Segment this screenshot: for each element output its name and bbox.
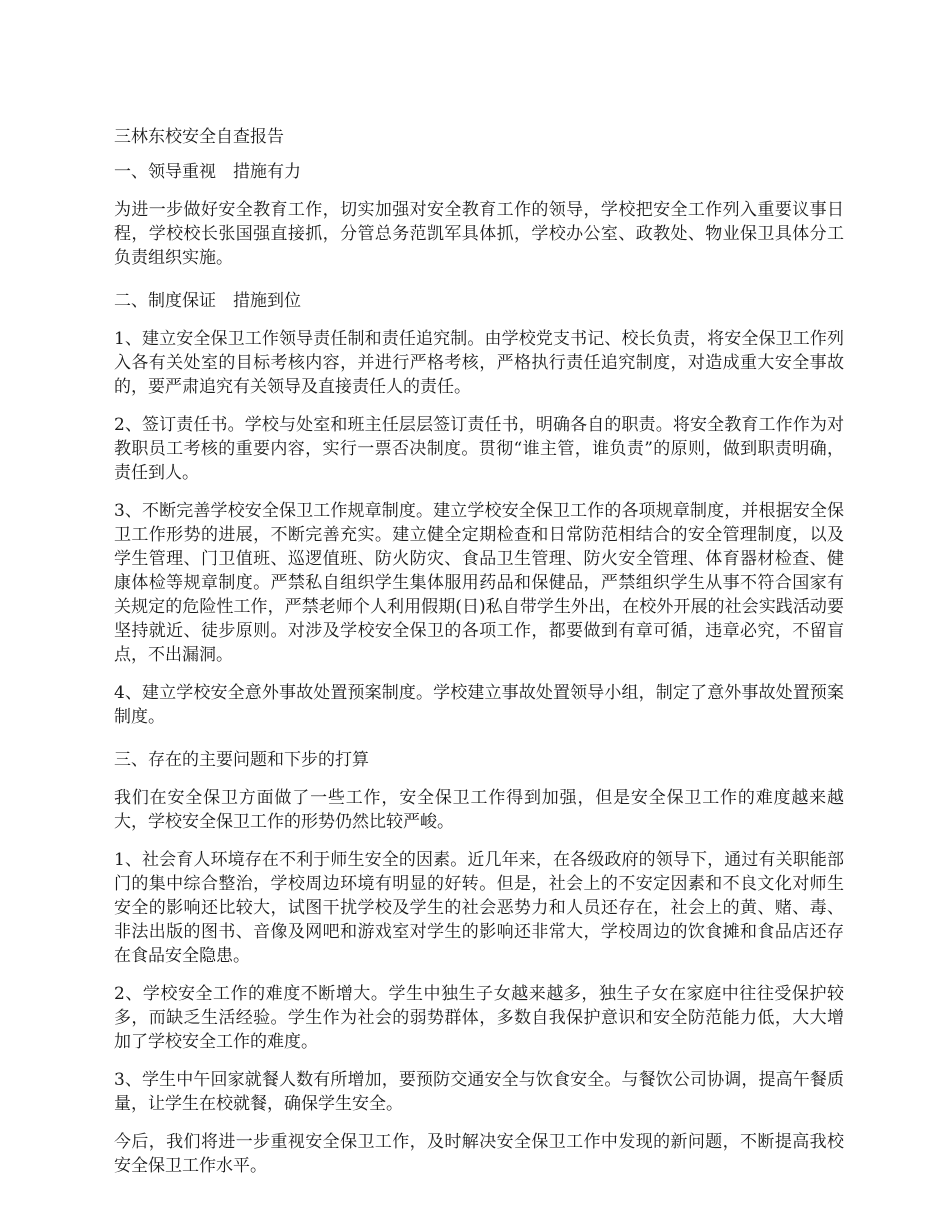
list-item: 3、不断完善学校安全保卫工作规章制度。建立学校安全保卫工作的各项规章制度，并根据安全保卫工作形势的进展，不断完善充实。建立健全定期检查和日常防范相结合的安全管理制度，以及学生管理、门卫值班、巡逻值班、防火防灾、食品卫生管理、防火安全管理、体育器材检查、健康体检等规章制度。严禁私自组织学生集体服用药品和保健品，严禁组织学生从事不符合国家有关规定的危险性工作，严禁老师个人利用假期(日)私自带学生外出，在校外开展的社会实践活动要坚持就近、徒步原则。对涉及学校安全保卫的各项工作，都要做到有章可循，违章必究，不留盲点，不出漏洞。 <box>114 501 844 665</box>
list-item: 4、建立学校安全意外事故处置预案制度。学校建立事故处置领导小组，制定了意外事故处置预案制度。 <box>114 683 844 727</box>
closing-paragraph: 今后，我们将进一步重视安全保卫工作，及时解决安全保卫工作中发现的新问题，不断提高我校安全保卫工作水平。 <box>114 1132 844 1176</box>
section-heading-2: 二、制度保证 措施到位 <box>114 291 301 311</box>
section-heading-3: 三、存在的主要问题和下步的打算 <box>114 750 369 770</box>
paragraph: 为进一步做好安全教育工作，切实加强对安全教育工作的领导，学校把安全工作列入重要议事日程，学校校长张国强直接抓，分管总务范凯军具体抓，学校办公室、政教处、物业保卫具体分工负责组织实施。 <box>114 200 844 268</box>
list-item: 3、学生中午回家就餐人数有所增加，要预防交通安全与饮食安全。与餐饮公司协调，提高午餐质量，让学生在校就餐，确保学生安全。 <box>114 1070 844 1114</box>
list-item: 1、建立安全保卫工作领导责任制和责任追究制。由学校党支书记、校长负责，将安全保卫工作列入各有关处室的目标考核内容，并进行严格考核，严格执行责任追究制度，对造成重大安全事故的，要严肃追究有关领导及直接责任人的责任。 <box>114 329 844 397</box>
list-item: 2、学校安全工作的难度不断增大。学生中独生子女越来越多，独生子女在家庭中往往受保护较多，而缺乏生活经验。学生作为社会的弱势群体，多数自我保护意识和安全防范能力低，大大增加了学校安全工作的难度。 <box>114 984 844 1052</box>
document-page <box>114 120 844 1192</box>
paragraph: 我们在安全保卫方面做了一些工作，安全保卫工作得到加强，但是安全保卫工作的难度越来越大，学校安全保卫工作的形势仍然比较严峻。 <box>114 788 844 832</box>
section-heading-1: 一、领导重视 措施有力 <box>114 162 301 182</box>
list-item: 2、签订责任书。学校与处室和班主任层层签订责任书，明确各自的职责。将安全教育工作作为对教职员工考核的重要内容，实行一票否决制度。贯彻“谁主管，谁负责”的原则，做到职责明确，责任到人。 <box>114 415 844 483</box>
list-item: 1、社会育人环境存在不利于师生安全的因素。近几年来，在各级政府的领导下，通过有关职能部门的集中综合整治，学校周边环境有明显的好转。但是，社会上的不安定因素和不良文化对师生安全的影响还比较大，试图干扰学校及学生的社会恶势力和人员还存在，社会上的黄、赌、毒、非法出版的图书、音像及网吧和游戏室对学生的影响还非常大，学校周边的饮食摊和食品店还存在食品安全隐患。 <box>114 850 844 966</box>
document-title: 三林东校安全自查报告 <box>114 127 284 147</box>
